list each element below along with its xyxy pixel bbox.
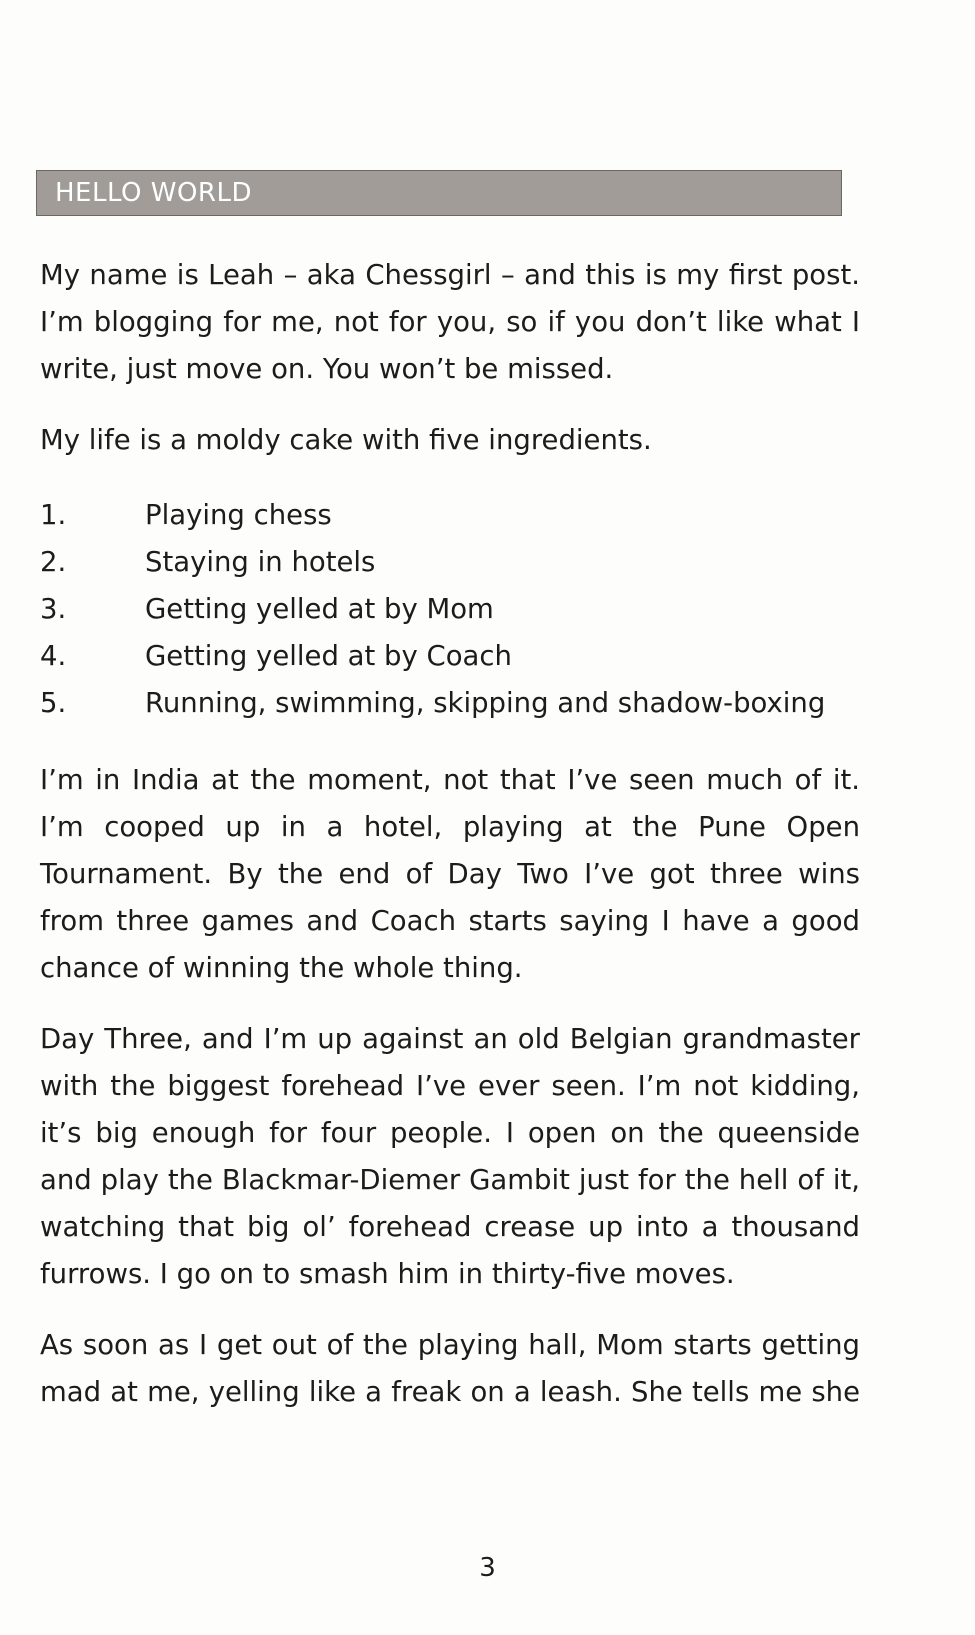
paragraph-mom: As soon as I get out of the playing hall, Mom starts getting mad at me, yelling like a freak on a leash. She tells me she [40, 1329, 860, 1408]
page-number: 3 [479, 1553, 496, 1583]
list-item-text: Getting yelled at by Coach [145, 640, 512, 672]
list-item-number: 4. [40, 640, 67, 672]
list-item-text: Getting yelled at by Mom [145, 593, 494, 625]
body-text [40, 252, 860, 1416]
ingredients-list [40, 492, 860, 727]
section-heading-bar [36, 170, 842, 216]
list-item-text: Running, swimming, skipping and shadow-boxing [145, 687, 826, 719]
section-heading: HELLO WORLD [55, 178, 252, 208]
list-item-text: Playing chess [145, 499, 332, 531]
list-item-number: 2. [40, 546, 67, 578]
list-item-number: 1. [40, 499, 67, 531]
list-item [40, 586, 860, 633]
list-item [40, 633, 860, 680]
list-item [40, 492, 860, 539]
paragraph-day-three: Day Three, and I’m up against an old Belgian grandmaster with the biggest forehead I’ve ever seen. I’m not kidding, it’s big enough for four people. I open on the queenside and play the Blackmar-Diemer Gambit just for the hell of it, watching that big ol’ forehead crease up into a thousand furrows. I go on to smash him in thirty-five moves. [40, 1023, 860, 1290]
list-item-number: 5. [40, 687, 67, 719]
paragraph-india: I’m in India at the moment, not that I’ve seen much of it. I’m cooped up in a hotel, playing at the Pune Open Tournament. By the end of Day Two I’ve got three wins from three games and Coach starts saying I have a good chance of winning the whole thing. [40, 764, 860, 984]
list-item [40, 680, 860, 727]
paragraph-ingredients-lead: My life is a moldy cake with five ingredients. [40, 424, 652, 456]
list-item [40, 539, 860, 586]
paragraph-intro: My name is Leah – aka Chessgirl – and this is my first post. I’m blogging for me, not for you, so if you don’t like what I write, just move on. You won’t be missed. [40, 259, 860, 385]
list-item-text: Staying in hotels [145, 546, 376, 578]
list-item-number: 3. [40, 593, 67, 625]
